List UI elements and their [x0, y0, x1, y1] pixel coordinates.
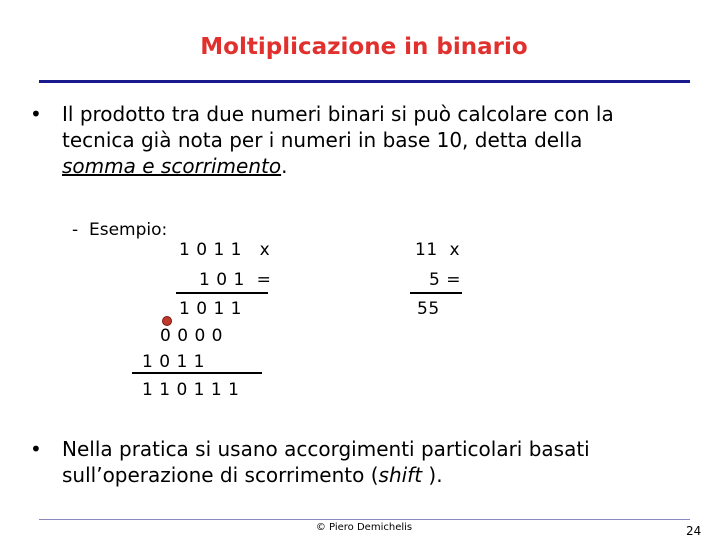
sub-dash: -: [72, 220, 79, 240]
title-divider: [39, 80, 690, 83]
binary-partial-1: 1 0 1 1: [179, 299, 242, 319]
bullet-dot: •: [30, 102, 42, 126]
binary-result: 1 1 0 1 1 1: [142, 380, 240, 400]
red-dot-marker: [162, 316, 172, 326]
example-label: Esempio:: [89, 220, 168, 240]
bullet-2-text: [62, 436, 590, 488]
decimal-underline: [410, 292, 462, 294]
binary-multiplicand: 1 0 1 1 x: [179, 240, 271, 260]
emphasis-shift: shift: [378, 463, 423, 487]
footer-divider: [39, 519, 690, 520]
decimal-result: 55: [417, 299, 440, 319]
emphasis-somma-e-scorrimento: somma e scorrimento: [62, 154, 282, 178]
bullet-dot: •: [30, 437, 42, 461]
decimal-multiplicand: 11 x: [415, 240, 460, 260]
bullet-1-line-3: [62, 153, 614, 179]
bullet-1-line-2: tecnica già nota per i numeri in base 10, detta della: [62, 128, 583, 152]
binary-partial-3: 1 0 1 1: [142, 352, 205, 372]
bullet-2-line-2-pre: sull’operazione di scorrimento (: [62, 463, 379, 487]
bullet-2-line-2-post: ).: [422, 463, 443, 487]
bullet-2-line-1: Nella pratica si usano accorgimenti particolari basati: [62, 437, 590, 461]
footer-copyright: © Piero Demichelis: [315, 522, 413, 533]
bullet-1-text: [62, 101, 614, 179]
decimal-multiplier: 5 =: [429, 270, 461, 290]
binary-partial-2: 0 0 0 0: [160, 326, 223, 346]
bullet-2-line-2: [62, 462, 590, 488]
bullet-1-period: .: [281, 154, 288, 178]
binary-multiplier-underline: [176, 292, 268, 294]
binary-multiplier: 1 0 1 =: [199, 270, 272, 290]
bullet-1-line-1: Il prodotto tra due numeri binari si può calcolare con la: [62, 102, 614, 126]
page-number: 24: [686, 524, 702, 538]
binary-sum-underline: [132, 372, 262, 374]
slide-title: Moltiplicazione in binario: [200, 34, 528, 60]
